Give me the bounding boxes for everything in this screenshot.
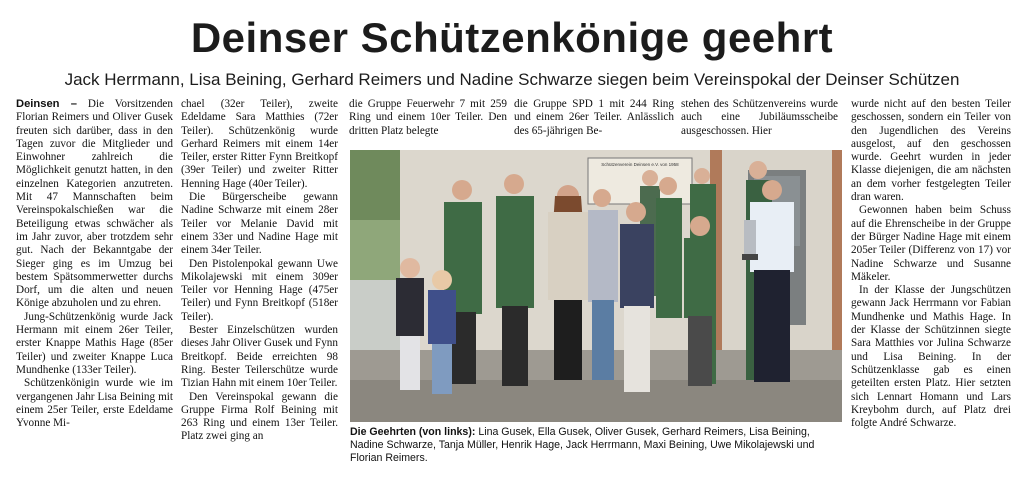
article-column-1: [16, 98, 173, 430]
article-column-5: [681, 98, 838, 152]
paragraph: Den Pistolenpokal gewann Uwe Mikolajewski mit einem 309er Teiler vor Henning Hage (475er Teiler) und Fynn Breitkopf (518er Teiler).: [181, 257, 338, 323]
paragraph: Bester Einzelschützen wurden dieses Jahr Oliver Gusek und Fynn Breitkopf. Beide erreichten 98 Ring. Bester Teilerschütze wurde Tizian Hahn mit einem 10er Teiler.: [181, 324, 338, 390]
paragraph: stehen des Schützenvereins wurde auch eine Jubiläumsscheibe ausgeschossen. Hier: [681, 98, 838, 137]
article-column-3: [349, 98, 507, 152]
photo-caption: [350, 426, 844, 465]
dateline: Deinsen –: [16, 98, 77, 110]
club-sign: Schützenverein Deinsen e.V. von 1958: [601, 162, 679, 167]
subheadline: Jack Herrmann, Lisa Beining, Gerhard Reimers und Nadine Schwarze siegen beim Vereinspokal der Deinser Schützen: [64, 70, 960, 89]
paragraph: [16, 98, 173, 311]
paragraph: Den Vereinspokal gewann die Gruppe Firma Rolf Beining mit 263 Ring und einem 13er Teiler. Platz zwei ging an: [181, 390, 338, 443]
caption-label: Die Geehrten (von links):: [350, 426, 476, 438]
group-photo: [350, 150, 842, 422]
caption-text: Lina Gusek, Ella Gusek, Oliver Gusek, Gerhard Reimers, Lisa Beining, Nadine Schwarze, Tanja Müller, Henrik Hage, Jack Herrmann, Maxi Beining, Uwe Mikolajewski und Florian Reimers.: [350, 426, 815, 464]
headline: Deinser Schützenkönige geehrt: [190, 14, 834, 61]
paragraph: die Gruppe SPD 1 mit 244 Ring und einem 26er Teiler. Anlässlich des 65-jährigen Be-: [514, 98, 674, 137]
paragraph: Schützenkönigin wurde wie im vergangenen Jahr Lisa Beining mit einem 25er Teiler, erste Edeldame Yvonne Mi-: [16, 377, 173, 430]
article-column-2: [181, 98, 338, 444]
paragraph: die Gruppe Feuerwehr 7 mit 259 Ring und einem 10er Teiler. Den dritten Platz belegte: [349, 98, 507, 137]
article-column-4: [514, 98, 674, 152]
paragraph-text: Die Vorsitzenden Florian Reimers und Oliver Gusek freuten sich darüber, dass in den Tagen zuvor die Mitglieder und Einwohner zahlreich die Möglichkeit genutzt hatten, in den einzelnen Kategorien anzutreten. Mit 47 Mannschaften beim Vereinspokalschießen war die Beteiligung etwas schwächer als im Jahr zuvor, aber trotzdem sehr gut. Nach der Bekanntgabe der Sieger ging es im Umzug bei bestem Spätsommerwetter durchs Dorf, um die alten und neuen Könige abzuholen und zu ehren.: [16, 98, 173, 310]
article-column-6: [851, 98, 1011, 478]
paragraph: Gewonnen haben beim Schuss auf die Ehrenscheibe in der Gruppe der Bürger Nadine Hage mit einem 205er Teiler (Differenz von 17) vor Nadine Schwarze und Susanne Mäkeler.: [851, 204, 1011, 283]
paragraph: wurde nicht auf den besten Teiler geschossen, sondern ein Teiler von den Jugendlichen des Vereins ausgelost, auf den geschossen wurde. Geehrt wurden in jeder Klasse diejenigen, die am nächsten an dem vorher festgelegten Teiler dran waren.: [851, 98, 1011, 204]
paragraph: Jung-Schützenkönig wurde Jack Hermann mit einem 26er Teiler, erster Knappe Mathis Hage (85er Teiler) und zweiter Knappe Luca Mundhenke (133er Teiler).: [16, 310, 173, 376]
paragraph: Die Bürgerscheibe gewann Nadine Schwarze mit einem 28er Teiler vor Melanie David mit einem 33er und Nadine Hage mit einem 34er Teiler.: [181, 191, 338, 257]
paragraph: chael (32er Teiler), zweite Edeldame Sara Matthies (72er Teiler). Schützenkönig wurde Gerhard Reimers mit einem 14er Teiler, erster Ritter Fynn Breitkopf (39er Teiler) und zweiter Ritter Henning Hage (40er Teiler).: [181, 98, 338, 190]
paragraph: In der Klasse der Jungschützen gewann Jack Herrmann vor Fabian Mundhenke und Mathis Hage. In der Klasse der Schützinnen siegte Sara Matthies vor Julina Schwarze und Lisa Beining. In der Schützenklasse gab es einen geteilten ersten Platz. Hier setzten sich Lennart Homann und Lars Kreybohm durch, auf Platz drei folgte André Schwarze.: [851, 284, 1011, 430]
